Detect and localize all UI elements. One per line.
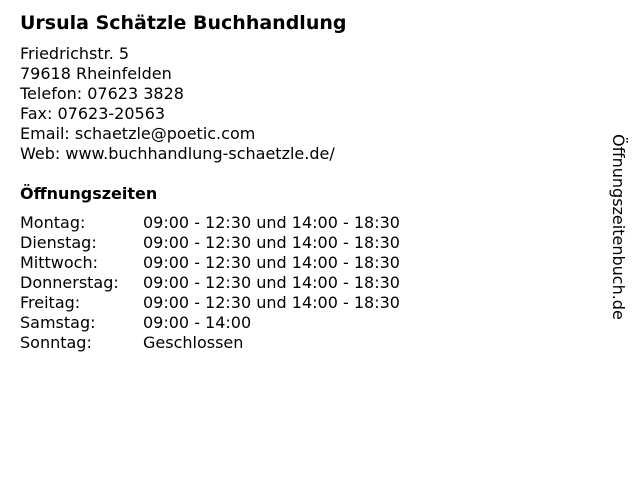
day-hours: 09:00 - 12:30 und 14:00 - 18:30 <box>143 293 400 312</box>
address-email: Email: schaetzle@poetic.com <box>20 124 256 143</box>
day-label: Samstag: <box>20 313 96 332</box>
address-fax: Fax: 07623-20563 <box>20 104 166 123</box>
opening-hours-heading: Öffnungszeiten <box>20 184 158 203</box>
day-hours: 09:00 - 12:30 und 14:00 - 18:30 <box>143 213 400 232</box>
day-label: Dienstag: <box>20 233 97 252</box>
day-label: Montag: <box>20 213 86 232</box>
address-city: 79618 Rheinfelden <box>20 64 172 83</box>
address-web: Web: www.buchhandlung-schaetzle.de/ <box>20 144 335 163</box>
day-label: Sonntag: <box>20 333 92 352</box>
day-hours: 09:00 - 12:30 und 14:00 - 18:30 <box>143 273 400 292</box>
address-street: Friedrichstr. 5 <box>20 44 130 63</box>
day-hours: 09:00 - 14:00 <box>143 313 252 332</box>
day-hours: 09:00 - 12:30 und 14:00 - 18:30 <box>143 233 400 252</box>
address-phone: Telefon: 07623 3828 <box>20 84 184 103</box>
day-hours: Geschlossen <box>143 333 244 352</box>
day-label: Donnerstag: <box>20 273 119 292</box>
site-watermark: Öffnungszeitenbuch.de <box>609 134 628 320</box>
day-label: Freitag: <box>20 293 81 312</box>
day-hours: 09:00 - 12:30 und 14:00 - 18:30 <box>143 253 400 272</box>
day-label: Mittwoch: <box>20 253 98 272</box>
address-block <box>20 44 335 164</box>
store-name: Ursula Schätzle Buchhandlung <box>20 12 347 34</box>
